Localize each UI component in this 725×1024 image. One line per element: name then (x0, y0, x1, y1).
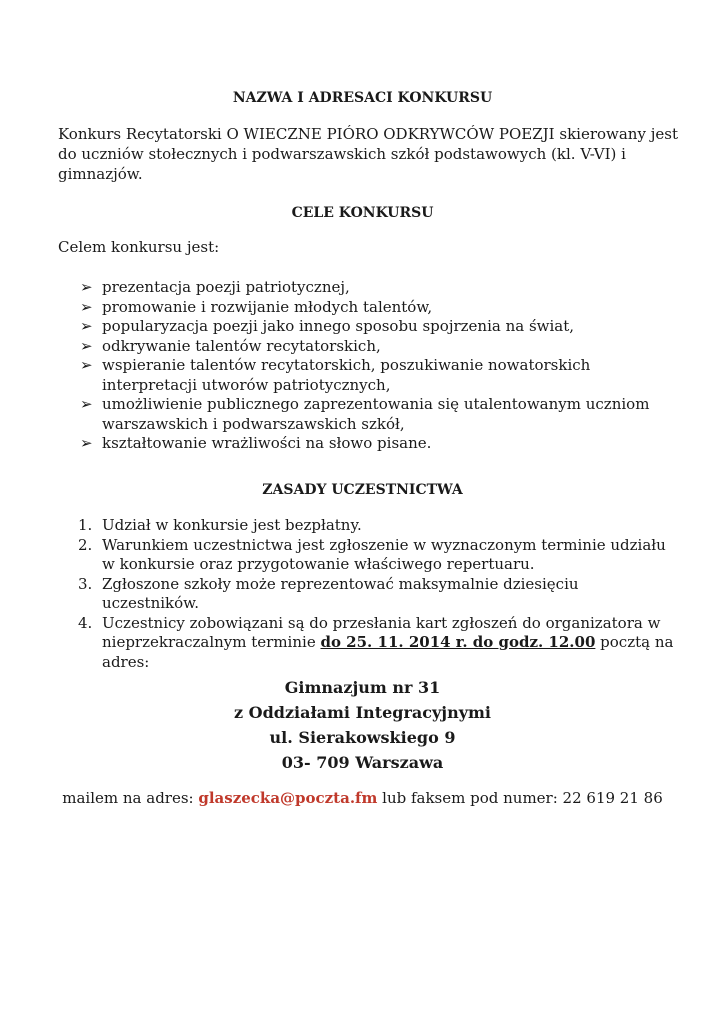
arrow-bullet-icon: ➢ (80, 297, 93, 316)
contest-description: Konkurs Recytatorski O WIECZNE PIÓRO ODKRYWCÓW POEZJI skierowany jest do uczniów stołecznych i podwarszawskich szkół podstawowych (kl. V-VI) i gimnazjów. (58, 125, 678, 183)
contact-line: mailem na adres: glaszecka@poczta.fm lub faksem pod numer: 22 619 21 86 (62, 789, 663, 807)
arrow-bullet-icon: ➢ (80, 356, 93, 374)
list-item: ➢ umożliwienie publicznego zaprezentowania się utalentowanym uczniom warszawskich i podwarszawskich szkół, (80, 395, 650, 433)
list-item: ➢ odkrywanie talentów recytatorskich, (80, 336, 381, 355)
address-school-name: Gimnazjum nr 31 (284, 678, 441, 697)
arrow-bullet-icon: ➢ (80, 434, 93, 452)
list-item: ➢ popularyzacja poezji jako innego sposobu spojrzenia na świat, (80, 317, 575, 335)
section-title-nazwa: NAZWA I ADRESACI KONKURSU (232, 90, 493, 106)
list-item: ➢ kształtowanie wrażliwości na słowo pisane. (80, 434, 432, 452)
list-item: 1. Udział w konkursie jest bezpłatny. (78, 516, 362, 534)
address-school-subtitle: z Oddziałami Integracyjnymi (233, 703, 492, 722)
arrow-bullet-icon: ➢ (80, 395, 93, 413)
address-city: 03- 709 Warszawa (281, 753, 444, 772)
list-item: ➢ promowanie i rozwijanie młodych talentów, (80, 297, 433, 316)
email-link[interactable]: glaszecka@poczta.fm (198, 789, 378, 807)
list-item: 2. Warunkiem uczestnictwa jest zgłoszenie w wyznaczonym terminie udziału w konkursie oraz przygotowanie właściwego repertuaru. (78, 535, 666, 573)
arrow-bullet-icon: ➢ (80, 336, 93, 355)
section-title-zasady: ZASADY UCZESTNICTWA (262, 482, 463, 498)
deadline-date: do 25. 11. 2014 r. do godz. 12.00 (320, 633, 596, 651)
list-item: ➢ wspieranie talentów recytatorskich, poszukiwanie nowatorskich interpretacji utworów patriotycznych, (80, 356, 591, 394)
section-title-cele: CELE KONKURSU (291, 205, 434, 221)
address-street: ul. Sierakowskiego 9 (269, 728, 456, 747)
arrow-bullet-icon: ➢ (80, 317, 93, 335)
list-item: 3. Zgłoszone szkoły może reprezentować maksymalnie dziesięciu uczestników. (78, 574, 579, 612)
rules-list (58, 516, 678, 672)
list-item: ➢ prezentacja poezji patriotycznej, (80, 278, 350, 296)
arrow-bullet-icon: ➢ (80, 278, 93, 296)
goals-intro: Celem konkursu jest: (58, 238, 220, 256)
list-item: 4. Uczestnicy zobowiązani są do przesłania kart zgłoszeń do organizatora w nieprzekraczalnym terminie do 25. 11. 2014 r. do godz. 12.00 pocztą na adres: (78, 613, 674, 671)
fax-number: 22 619 21 86 (562, 789, 663, 807)
goals-list (58, 278, 678, 454)
